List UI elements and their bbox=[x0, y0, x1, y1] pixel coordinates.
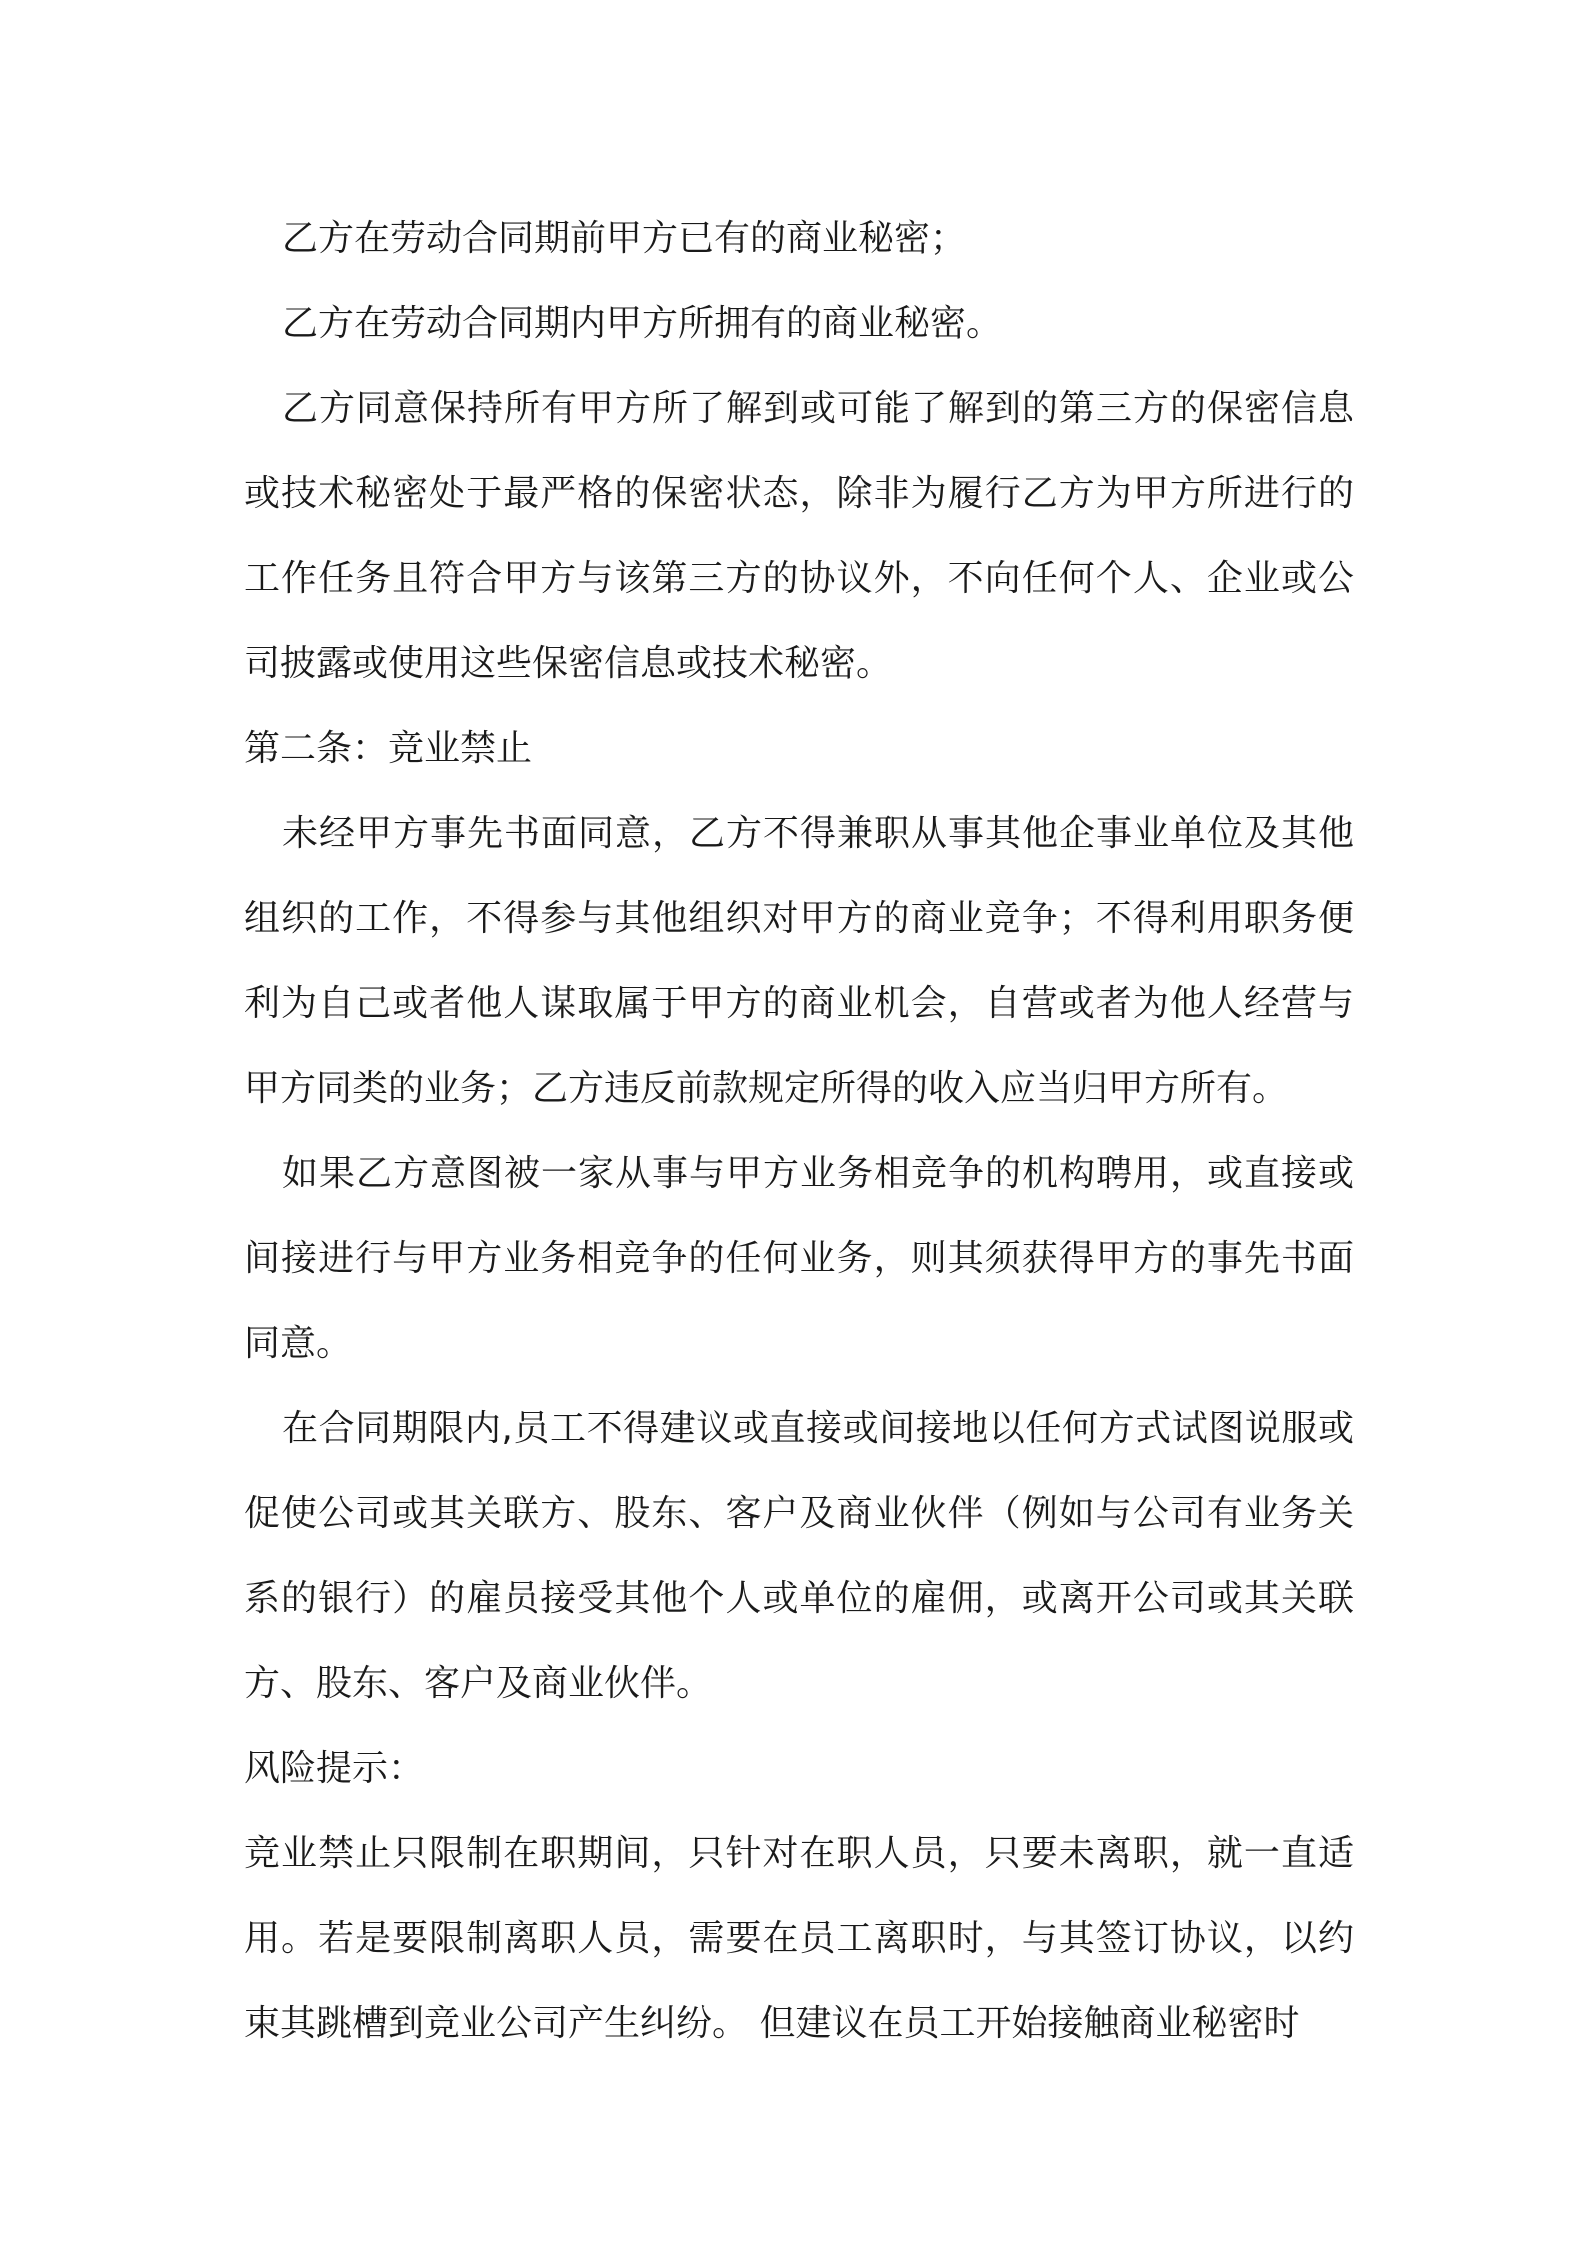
paragraph-risk-notice-body: 竞业禁止只限制在职期间，只针对在职人员，只要未离职，就一直适用。若是要限制离职人员，需要在员工离职时，与其签订协议，以约束其跳槽到竞业公司产生纠纷。 但建议在员工开始接触商业秘密时 bbox=[244, 1833, 1354, 2044]
paragraph-contract-secrets: 乙方在劳动合同期内甲方所拥有的商业秘密。 bbox=[282, 303, 1003, 344]
paragraph-competitor-hiring: 如果乙方意图被一家从事与甲方业务相竞争的机构聘用，或直接或间接进行与甲方业务相竞争的任何业务，则其须获得甲方的事先书面同意。 bbox=[244, 1153, 1354, 1364]
paragraph-prior-secrets: 乙方在劳动合同期前甲方已有的商业秘密； bbox=[282, 218, 967, 259]
section-heading-non-compete: 第二条：竞业禁止 bbox=[244, 728, 533, 769]
paragraph-third-party-confidentiality: 乙方同意保持所有甲方所了解到或可能了解到的第三方的保密信息或技术秘密处于最严格的保密状态，除非为履行乙方为甲方所进行的工作任务且符合甲方与该第三方的协议外，不向任何个人、企业或公司披露或使用这些保密信息或技术秘密。 bbox=[244, 388, 1354, 684]
paragraph-non-solicitation: 在合同期限内,员工不得建议或直接或间接地以任何方式试图说服或促使公司或其关联方、股东、客户及商业伙伴（例如与公司有业务关系的银行）的雇员接受其他个人或单位的雇佣，或离开公司或其关联方、股东、客户及商业伙伴。 bbox=[244, 1408, 1354, 1704]
document-body bbox=[244, 196, 1354, 2066]
section-heading-risk-notice: 风险提示： bbox=[244, 1748, 425, 1789]
paragraph-no-side-employment: 未经甲方事先书面同意，乙方不得兼职从事其他企事业单位及其他组织的工作，不得参与其他组织对甲方的商业竞争；不得利用职务便利为自己或者他人谋取属于甲方的商业机会，自营或者为他人经营与甲方同类的业务；乙方违反前款规定所得的收入应当归甲方所有。 bbox=[244, 813, 1354, 1109]
